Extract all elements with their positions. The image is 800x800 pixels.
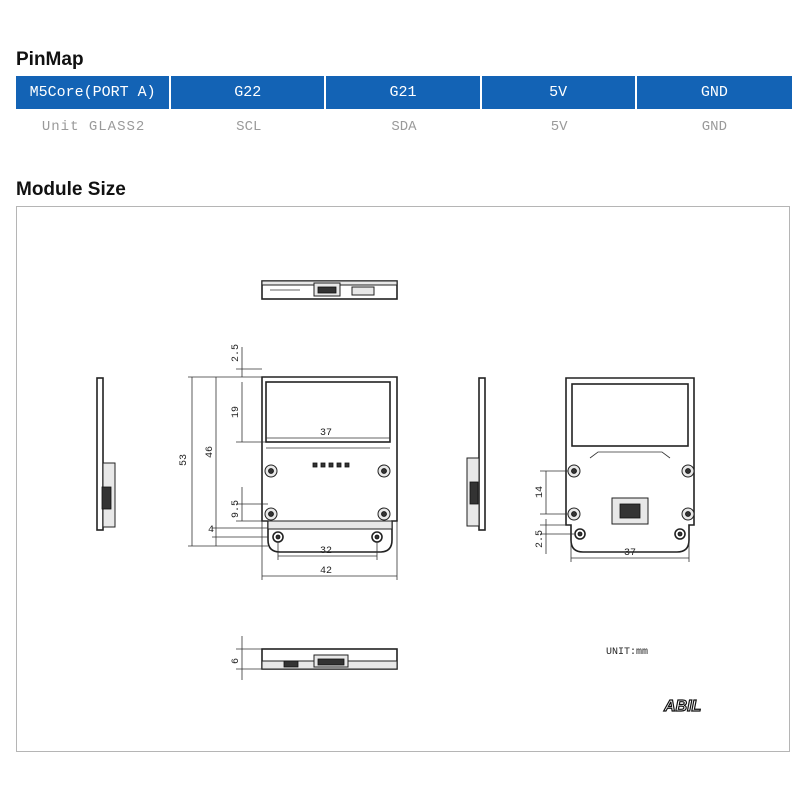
pinmap-cell: 5V — [550, 119, 568, 135]
pinmap-cell: SDA — [391, 119, 417, 135]
dim-back-width: 37 — [624, 548, 637, 559]
top-view — [262, 281, 397, 299]
pinmap-cell: SCL — [236, 119, 262, 135]
dim-back-bottom: 2.5 — [535, 529, 546, 548]
dim-hole-pitch-v: 9.5 — [231, 499, 242, 518]
dim-total-width: 42 — [320, 566, 333, 577]
dim-height-46: 46 — [205, 445, 216, 458]
pinmap-cell: Unit GLASS2 — [41, 119, 146, 135]
dim-screen-width: 37 — [320, 428, 333, 439]
dim-screen-height: 19 — [231, 405, 242, 418]
dim-height-53: 53 — [179, 453, 190, 466]
bottom-view — [231, 636, 397, 680]
unit-label: UNIT:mm — [606, 647, 649, 658]
dim-bottom-offset: 4 — [208, 525, 215, 536]
module-size-title: Module Size — [16, 179, 126, 200]
pinmap-header-cell: G22 — [171, 76, 326, 109]
back-view — [535, 378, 694, 562]
pinmap-header-cell: 5V — [482, 76, 637, 109]
front-view — [179, 344, 397, 580]
pinmap-header-cell: G21 — [326, 76, 481, 109]
pinmap-header-cell: GND — [637, 76, 792, 109]
dim-back-hole-v: 14 — [535, 485, 546, 498]
pinmap-header-cell: M5Core(PORT A) — [16, 76, 171, 109]
right-side-view — [467, 378, 485, 530]
dim-top-offset: 2.5 — [231, 343, 242, 362]
dim-hole-pitch-h: 32 — [320, 546, 333, 557]
dim-thickness: 6 — [231, 657, 242, 664]
pinmap-cell: GND — [701, 119, 727, 135]
left-side-view — [97, 378, 115, 530]
pinmap-title: PinMap — [16, 49, 84, 70]
watermark: ABIL — [664, 698, 702, 715]
